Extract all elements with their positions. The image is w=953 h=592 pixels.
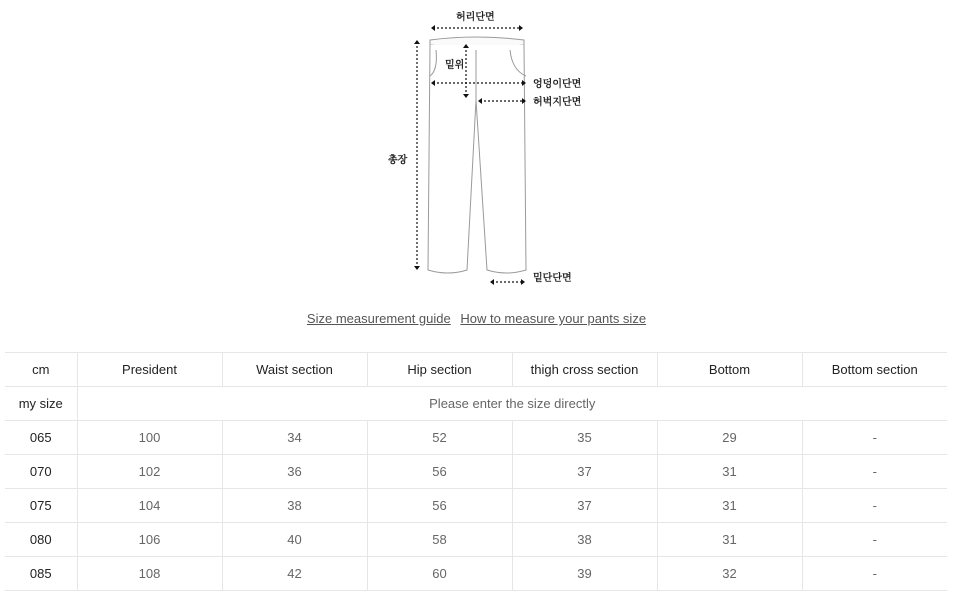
table-cell: 37 bbox=[512, 455, 657, 489]
table-cell: 31 bbox=[657, 523, 802, 557]
table-cell: 32 bbox=[657, 557, 802, 591]
table-cell: 106 bbox=[77, 523, 222, 557]
my-size-input-hint[interactable]: Please enter the size directly bbox=[77, 387, 947, 421]
table-cell: 36 bbox=[222, 455, 367, 489]
my-size-label: my size bbox=[5, 387, 77, 421]
how-to-measure-link[interactable]: How to measure your pants size bbox=[460, 311, 647, 326]
column-header: thigh cross section bbox=[512, 353, 657, 387]
table-cell: 58 bbox=[367, 523, 512, 557]
guide-links bbox=[0, 311, 953, 326]
table-row bbox=[5, 523, 947, 557]
table-cell: 56 bbox=[367, 489, 512, 523]
table-cell: - bbox=[802, 557, 947, 591]
table-cell: 40 bbox=[222, 523, 367, 557]
table-row bbox=[5, 557, 947, 591]
size-cell: 085 bbox=[5, 557, 77, 591]
length-label: 총장 bbox=[388, 155, 408, 166]
pants-measurement-diagram bbox=[380, 0, 600, 300]
table-cell: - bbox=[802, 421, 947, 455]
size-guide-link[interactable]: Size measurement guide bbox=[306, 311, 451, 326]
thigh-label: 허벅지단면 bbox=[533, 97, 582, 108]
table-cell: 56 bbox=[367, 455, 512, 489]
table-row bbox=[5, 421, 947, 455]
table-cell: 29 bbox=[657, 421, 802, 455]
table-cell: 108 bbox=[77, 557, 222, 591]
hem-label: 밑단단면 bbox=[533, 273, 572, 284]
waist-label: 허리단면 bbox=[456, 12, 495, 23]
size-cell: 070 bbox=[5, 455, 77, 489]
table-cell: - bbox=[802, 489, 947, 523]
table-cell: 37 bbox=[512, 489, 657, 523]
table-cell: 38 bbox=[222, 489, 367, 523]
table-cell: 31 bbox=[657, 489, 802, 523]
unit-header: cm bbox=[5, 353, 77, 387]
rise-label: 밑위 bbox=[445, 60, 465, 71]
size-cell: 080 bbox=[5, 523, 77, 557]
table-cell: 60 bbox=[367, 557, 512, 591]
column-header: Bottom section bbox=[802, 353, 947, 387]
table-cell: 42 bbox=[222, 557, 367, 591]
table-cell: 34 bbox=[222, 421, 367, 455]
table-row bbox=[5, 455, 947, 489]
table-cell: 31 bbox=[657, 455, 802, 489]
column-header: President bbox=[77, 353, 222, 387]
table-cell: - bbox=[802, 523, 947, 557]
table-cell: 100 bbox=[77, 421, 222, 455]
table-cell: 38 bbox=[512, 523, 657, 557]
table-cell: 104 bbox=[77, 489, 222, 523]
table-cell: 39 bbox=[512, 557, 657, 591]
my-size-row[interactable] bbox=[5, 387, 947, 421]
table-header-row bbox=[5, 353, 947, 387]
column-header: Bottom bbox=[657, 353, 802, 387]
table-cell: 102 bbox=[77, 455, 222, 489]
table-cell: 52 bbox=[367, 421, 512, 455]
table-row bbox=[5, 489, 947, 523]
hip-label: 엉덩이단면 bbox=[533, 79, 582, 90]
column-header: Hip section bbox=[367, 353, 512, 387]
size-cell: 065 bbox=[5, 421, 77, 455]
column-header: Waist section bbox=[222, 353, 367, 387]
table-cell: 35 bbox=[512, 421, 657, 455]
size-table bbox=[5, 352, 947, 591]
table-cell: - bbox=[802, 455, 947, 489]
size-cell: 075 bbox=[5, 489, 77, 523]
